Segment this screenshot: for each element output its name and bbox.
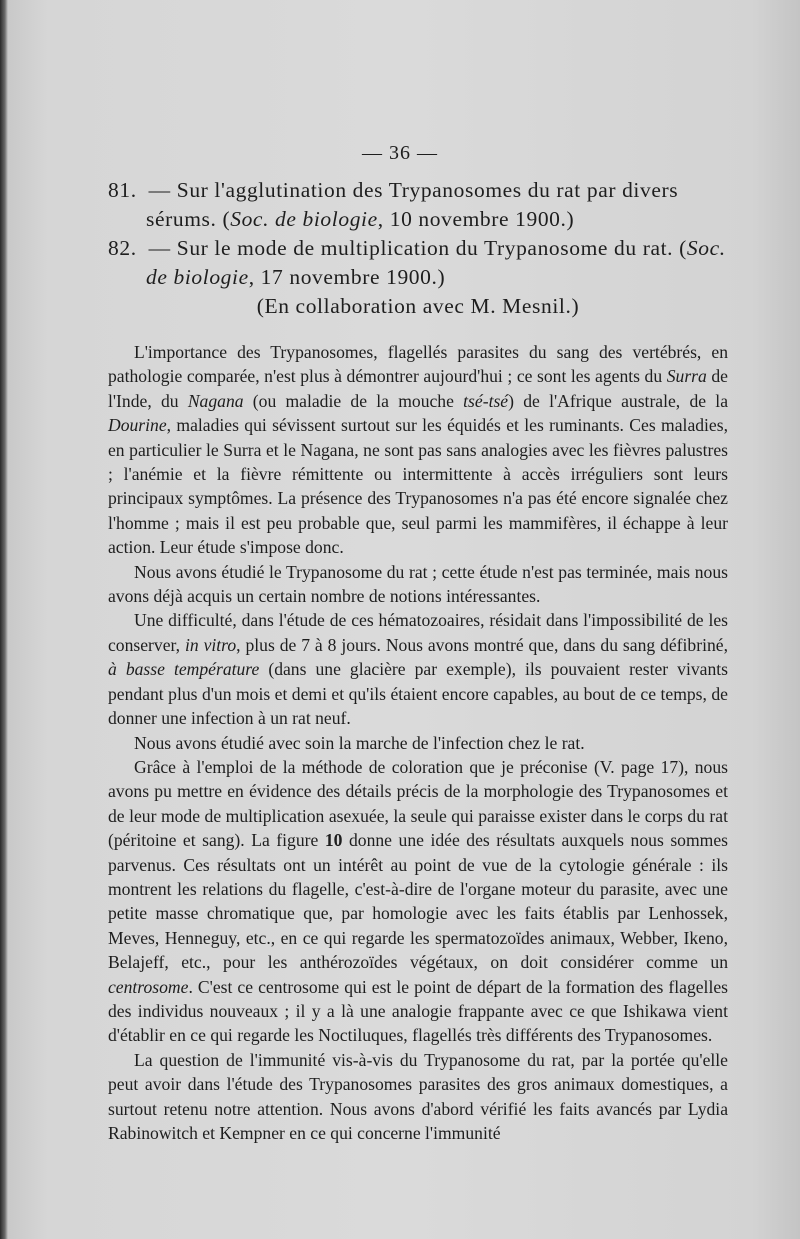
text-run: (dans une glacière par exemple), ils pouvaient rester vivants pendant plus d'un mois et demi et qu'ils étaient encore capables, au bout de ce temps, de donner une infection à un rat neuf.	[108, 659, 729, 729]
figure-reference: 10	[324, 830, 343, 851]
entry-title: Sur le mode de multiplication du Trypanosome du rat. (	[176, 236, 687, 260]
paragraph-immunite: La question de l'immunité vis-à-vis du Trypanosome du rat, par la portée qu'elle peut avoir dans l'étude des Trypanosomes parasites des gros animaux domestiques, a surtout retenu notre attention. Nous avons d'abord vérifié les faits avancés par Lydia Rabinowitch et Kempner en ce qui concerne l'immunité	[108, 1049, 728, 1143]
term-surra: Surra	[666, 366, 707, 387]
entry-82	[108, 234, 728, 292]
scan-left-edge	[0, 0, 8, 1239]
text-run: Grâce à l'emploi de la méthode de coloration que je préconise (V. page 17), nous avons pu mettre en évidence des détails précis de la morphologie des Trypanosomes et de leur mode de multiplication asexuée, la seule qui paraisse exister dans le corps du rat (péritoine et sang). La figure	[108, 756, 728, 851]
term-tsetse: tsé-tsé	[463, 390, 509, 411]
paragraph-coloration	[108, 755, 728, 1048]
paragraph-etude: Nous avons étudié le Trypanosome du rat ; cette étude n'est pas terminée, mais nous avons déjà acquis un certain nombre de notions intéressantes.	[108, 561, 728, 607]
text-run: L'importance des Trypanosomes, flagellés parasites du sang des vertébrés, en pathologie comparée, n'est plus à démontrer aujourd'hui ; ce sont les agents du	[108, 342, 728, 387]
entry-source: Soc. de biologie	[146, 236, 726, 289]
page-number: — 36 —	[362, 142, 438, 164]
paragraph-difficulte	[108, 608, 728, 730]
text-run: donne une idée des résultats auxquels nous sommes parvenus. Ces résultats ont un intérêt au point de vue de la cytologie générale : ils montrent les relations du flagelle, c'est-à-dire de l'organe moteur du parasite, avec une petite masse chromatique que, par homologie avec les faits établis par Lenhossek, Meves, Henneguy, etc., en ce qui regarde les spermatozoïdes animaux, Webber, Ikeno, Belajeff, etc., pour les anthérozoïdes végétaux, on doit considérer comme un	[108, 830, 728, 973]
entry-source: Soc. de biologie	[230, 207, 378, 231]
entry-title: Sur l'agglutination des Trypanosomes du rat par divers sérums. (	[146, 178, 679, 231]
entry-dash: —	[148, 236, 171, 260]
term-centrosome: centrosome	[108, 976, 189, 997]
entry-date: , 10 novembre 1900.)	[377, 207, 575, 231]
collaboration-note: (En collaboration avec M. Mesnil.)	[256, 294, 580, 318]
term-basse-temperature: à basse température	[108, 659, 260, 680]
entry-date: , 17 novembre 1900.)	[248, 265, 446, 289]
entry-number: 81.	[108, 178, 137, 202]
entry-number: 82.	[108, 236, 137, 260]
text-run: de l'Inde, du	[108, 366, 728, 411]
term-in-vitro: in vitro	[184, 634, 237, 655]
text-run: Une difficulté, dans l'étude de ces hématozoaires, résidait dans l'impossibilité de les conserver,	[108, 610, 728, 655]
paragraph-infection: Nous avons étudié avec soin la marche de l'infection chez le rat.	[134, 732, 585, 753]
paragraph-importance	[108, 340, 728, 560]
text-run: , maladies qui sévissent surtout sur les équidés et les ruminants. Ces maladies, en particulier le Surra et le Nagana, ne sont pas sans analogies avec les fièvres palustres ; l'anémie et la fièvre rémittente ou intermittente à accès irréguliers sont leurs principaux symptômes. La présence des Trypanosomes n'a pas été encore signalée chez l'homme ; mais il est peu probable que, seul parmi les mammifères, il échappe à leur action. Leur étude s'impose donc.	[108, 415, 728, 558]
text-run: (ou maladie de la mouche	[243, 390, 464, 411]
bibliography-entries	[108, 176, 728, 321]
text-run: . C'est ce centrosome qui est le point de départ de la formation des flagelles des individus nouveaux ; il y a là une analogie frappante avec ce que Ishikawa vient d'établir en ce qui regarde les Noctiluques, flagellés très différents des Trypanosomes.	[108, 976, 728, 1046]
entry-dash: —	[148, 178, 171, 202]
text-run: ) de l'Afrique australe, de la	[508, 390, 729, 411]
body-text	[108, 340, 728, 1145]
term-nagana: Nagana	[187, 390, 244, 411]
text-run: , plus de 7 à 8 jours. Nous avons montré que, dans du sang défibriné,	[236, 634, 728, 655]
term-dourine: Dourine	[108, 415, 167, 436]
entry-81	[108, 176, 728, 234]
